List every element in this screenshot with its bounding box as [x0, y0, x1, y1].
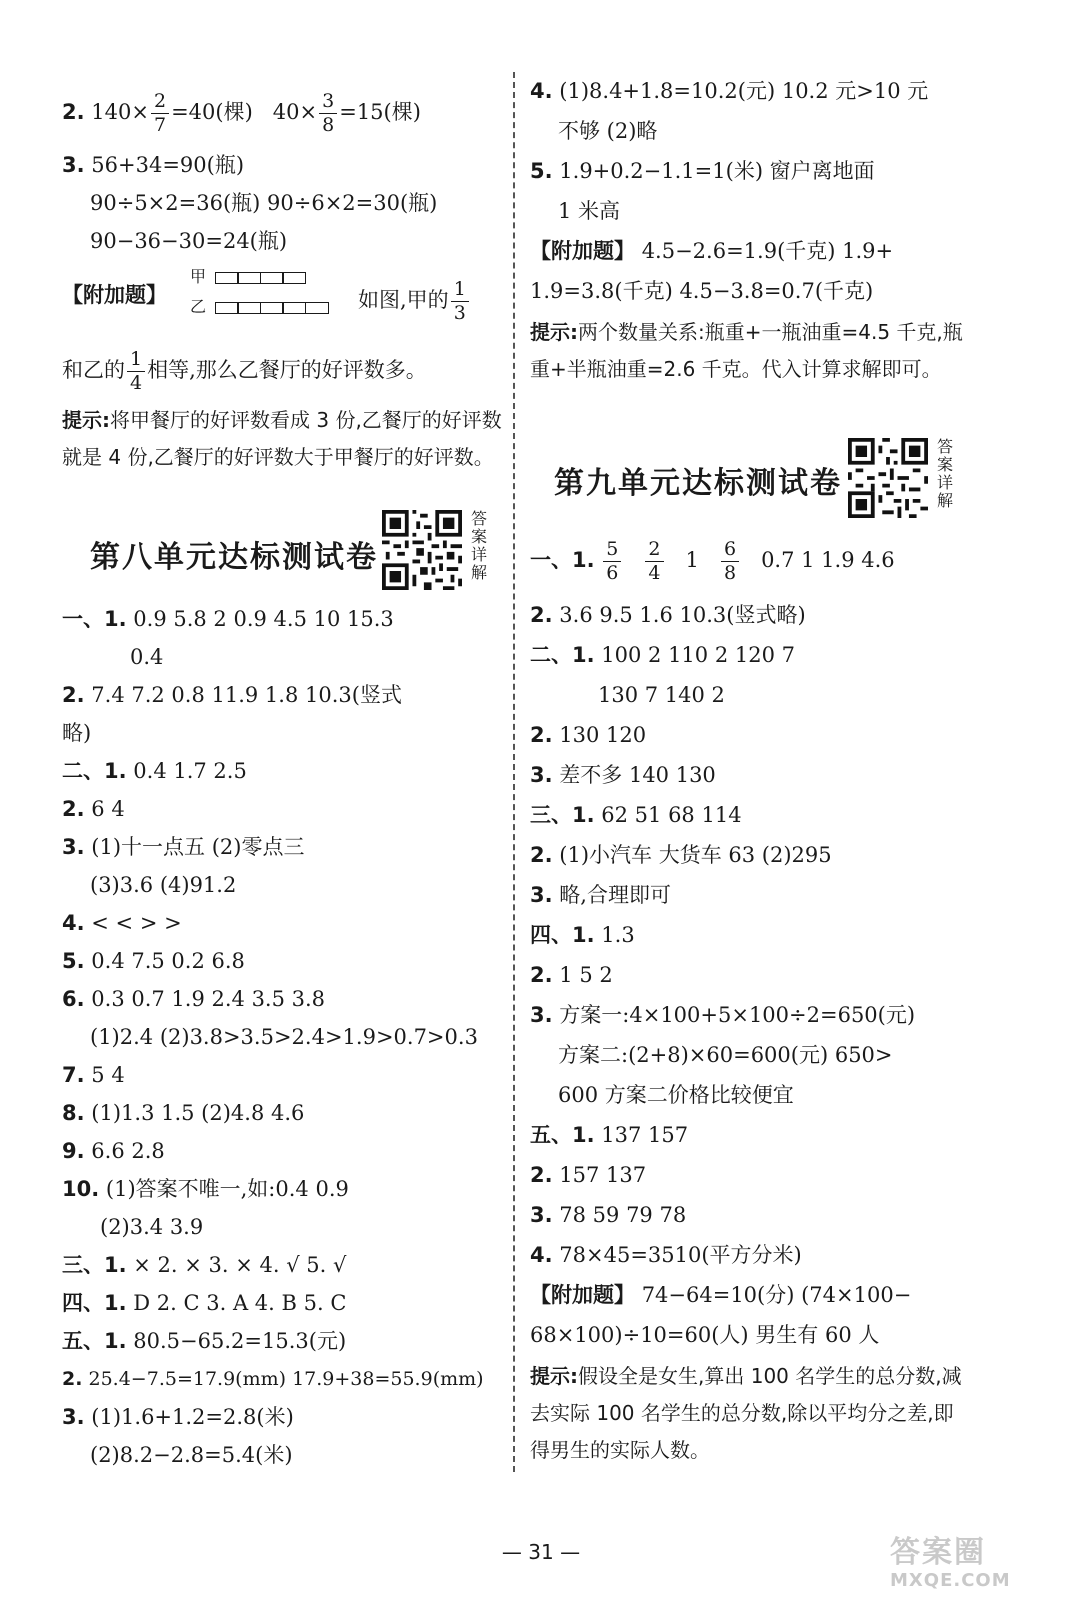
answer-line: 不够 (2)略 — [558, 119, 658, 143]
right-tip-2: 提示:假设全是女生,算出 100 名学生的总分数,减去实际 100 名学生的总分数,除以平均分之差,即得男生的实际人数。 — [530, 1364, 962, 1462]
answer-line: 2. (1)小汽车 大货车 63 (2)295 — [530, 843, 832, 867]
answer-line: 9. 6.6 2.8 — [62, 1139, 165, 1163]
answer-line: (2)8.2−2.8=5.4(米) — [90, 1443, 293, 1467]
left-q3-line3: 90−36−30=24(瓶) — [90, 229, 288, 253]
answer-line: 四、1. 1.3 — [530, 923, 635, 947]
answer-line: 2. 1 5 2 — [530, 963, 613, 987]
answer-line: 3. (1)十一点五 (2)零点三 — [62, 835, 305, 859]
bar-diagram — [190, 264, 340, 320]
answer-line: 2. 157 137 — [530, 1163, 647, 1187]
answer-line: (1)2.4 (2)3.8>3.5>2.4>1.9>0.7>0.3 — [90, 1025, 478, 1049]
column-divider — [513, 72, 515, 1472]
fraction: $\frac{6}{8}$ — [721, 540, 739, 583]
fraction: $\frac{1}{4}$ — [127, 350, 145, 393]
answer-line: 3. 方案一:4×100+5×100÷2=650(元) — [530, 1003, 916, 1027]
answer-line: (2)3.4 3.9 — [100, 1215, 204, 1239]
answer-line: 【附加题】 74−64=10(分) (74×100− — [530, 1283, 912, 1307]
answer-line: 三、1. × 2. × 3. × 4. √ 5. √ — [62, 1253, 347, 1277]
fraction: $\frac{3}{8}$ — [319, 92, 337, 135]
answer-line: 2. 7.4 7.2 0.8 11.9 1.8 10.3(竖式 — [62, 683, 402, 707]
answer-line: 600 方案二价格比较便宜 — [558, 1083, 794, 1107]
bonus-label: 【附加题】 — [62, 283, 167, 307]
unit9-title: 第九单元达标测试卷 — [554, 466, 842, 501]
answer-line: 2. 6 4 — [62, 797, 125, 821]
answer-line: 1 米高 — [558, 199, 621, 223]
qr-code-icon — [848, 438, 928, 518]
answer-line: 五、1. 80.5−65.2=15.3(元) — [62, 1329, 347, 1353]
bar-row-jia: 甲 — [190, 264, 306, 287]
answer-line: 5. 0.4 7.5 0.2 6.8 — [62, 949, 245, 973]
answer-line: 二、1. 100 2 110 2 120 7 — [530, 643, 795, 667]
watermark-logo-text: 答案圈 — [890, 1535, 986, 1570]
answer-line: 三、1. 62 51 68 114 — [530, 803, 742, 827]
answer-line: 一、1. 0.9 5.8 2 0.9 4.5 10 15.3 — [62, 607, 394, 631]
answer-line: 二、1. 0.4 1.7 2.5 — [62, 759, 247, 783]
answer-line: 0.4 — [130, 645, 164, 669]
answer-line: 方案二:(2+8)×60=600(元) 650> — [558, 1043, 893, 1067]
left-q3-line2: 90÷5×2=36(瓶) 90÷6×2=30(瓶) — [90, 191, 438, 215]
watermark-logo — [890, 1536, 1070, 1594]
answer-line: 5. 1.9+0.2−1.1=1(米) 窗户离地面 — [530, 159, 875, 183]
answer-line: 3. (1)1.6+1.2=2.8(米) — [62, 1405, 294, 1429]
answer-line: 130 7 140 2 — [598, 683, 725, 707]
watermark-url: MXQE.COM — [890, 1570, 1011, 1591]
answer-line: 10. (1)答案不唯一,如:0.4 0.9 — [62, 1177, 349, 1201]
answer-line: 3. 78 59 79 78 — [530, 1203, 687, 1227]
qr-caption: 答案详解 — [470, 509, 487, 582]
unit8-title: 第八单元达标测试卷 — [90, 540, 378, 575]
qr-caption: 答案详解 — [936, 437, 953, 510]
answer-line: 3. 略,合理即可 — [530, 883, 671, 907]
left-q3: 3. 56+34=90(瓶) — [62, 153, 245, 177]
fraction: $\frac{5}{6}$ — [603, 540, 621, 583]
answer-line: 五、1. 137 157 — [530, 1123, 689, 1147]
answer-line: (3)3.6 (4)91.2 — [90, 873, 237, 897]
answer-line: 6. 0.3 0.7 1.9 2.4 3.5 3.8 — [62, 987, 326, 1011]
fraction: $\frac{2}{4}$ — [645, 540, 663, 583]
fraction: $\frac{2}{7}$ — [151, 92, 169, 135]
answer-line: 2. 25.4−7.5=17.9(mm) 17.9+38=55.9(mm) — [62, 1368, 484, 1390]
answer-line: 8. (1)1.3 1.5 (2)4.8 4.6 — [62, 1101, 305, 1125]
answer-line: 2. 3.6 9.5 1.6 10.3(竖式略) — [530, 603, 806, 627]
answer-line: 略) — [62, 721, 92, 745]
page-number: — 31 — — [501, 1540, 581, 1564]
answer-line: 3. 差不多 140 130 — [530, 763, 716, 787]
fraction: $\frac{1}{3}$ — [451, 280, 469, 323]
qr-code-icon — [382, 510, 462, 590]
answer-line: 【附加题】 4.5−2.6=1.9(千克) 1.9+ — [530, 239, 894, 263]
left-q2: 2. 140× $\frac{2}{7}$ =40(棵) 40× $\frac{3}{8}$ =15(棵) — [62, 90, 421, 136]
answer-line: 2. 130 120 — [530, 723, 647, 747]
answer-line: 4. < < > > — [62, 911, 182, 935]
bonus-text-b: 和乙的 $\frac{1}{4}$ 相等,那么乙餐厅的好评数多。 — [62, 348, 427, 394]
left-tip: 提示:将甲餐厅的好评数看成 3 份,乙餐厅的好评数就是 4 份,乙餐厅的好评数大于甲餐厅的好评数。 — [62, 408, 502, 469]
answer-line: 1.9=3.8(千克) 4.5−3.8=0.7(千克) — [530, 279, 874, 303]
answer-line: 一、1. $\frac{5}{6}$ $\frac{2}{4}$ 1 $\frac{6}{8}$ 0.7 1 1.9 4.6 — [530, 538, 895, 584]
answer-line: 7. 5 4 — [62, 1063, 125, 1087]
answer-line: 68×100)÷10=60(人) 男生有 60 人 — [530, 1323, 880, 1347]
answer-line: 4. 78×45=3510(平方分米) — [530, 1243, 802, 1267]
answer-line: 四、1. D 2. C 3. A 4. B 5. C — [62, 1291, 347, 1315]
bar-row-yi: 乙 — [190, 294, 329, 317]
answer-line: 4. (1)8.4+1.8=10.2(元) 10.2 元>10 元 — [530, 79, 929, 103]
right-tip: 提示:两个数量关系:瓶重+一瓶油重=4.5 千克,瓶重+半瓶油重=2.6 千克。代入计算求解即可。 — [530, 320, 963, 381]
bonus-text-a: 如图,甲的 $\frac{1}{3}$ — [358, 280, 471, 323]
